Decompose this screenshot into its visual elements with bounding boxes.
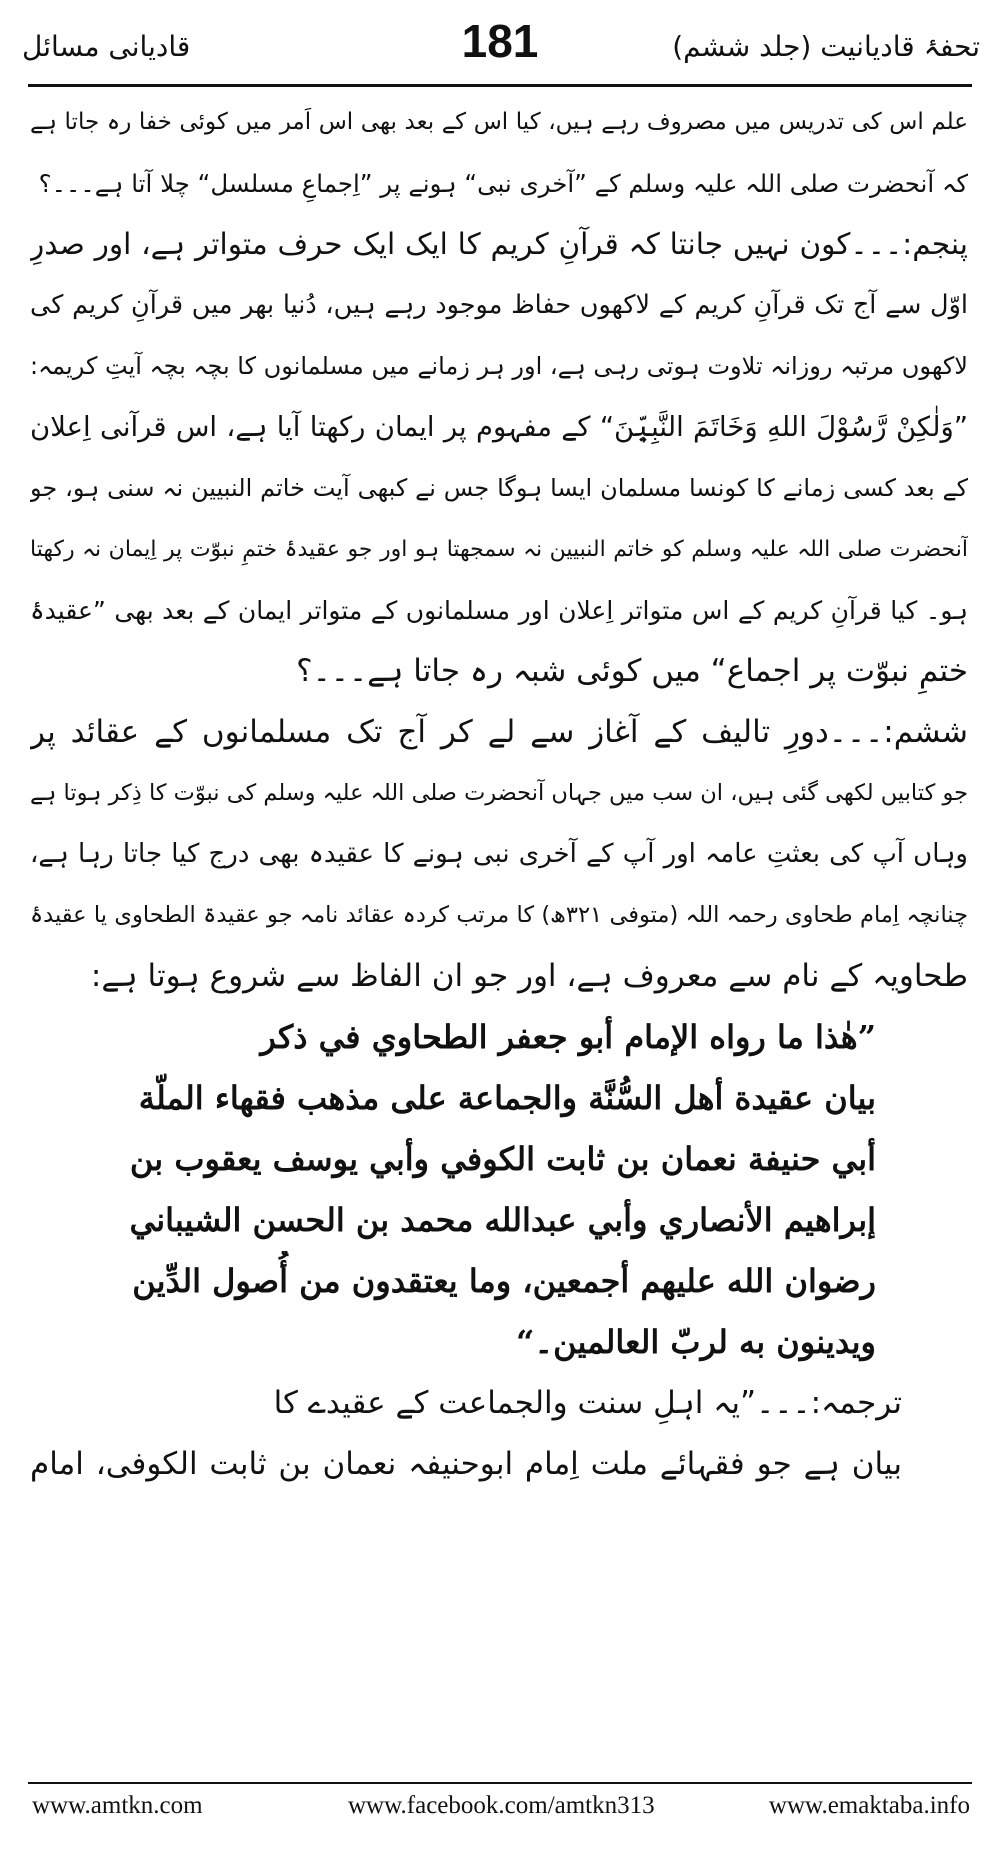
body-line: طحاویہ کے نام سے معروف ہے، اور جو ان الفاظ سے شروع ہوتا ہے: <box>90 958 968 994</box>
footer-link-amtkn[interactable]: www.amtkn.com <box>32 1792 203 1819</box>
footer-link-facebook[interactable]: www.facebook.com/amtkn313 <box>348 1792 655 1819</box>
body-line: آنحضرت صلی اللہ علیہ وسلم کو خاتم النبیین نہ سمجھتا ہو اور جو عقیدۂ ختمِ نبوّت پر اِیمان نہ رکھتا <box>30 537 968 562</box>
translation-line: بیان ہے جو فقہائے ملت اِمام ابوحنیفہ نعمان بن ثابت الکوفی، امام <box>30 1446 902 1482</box>
body-line: چنانچہ اِمام طحاوی رحمہ اللہ (متوفی ۳۲۱ھ) کا مرتب کردہ عقائد نامہ جو عقیدۃ الطحاوی یا عقیدۂ <box>30 902 968 928</box>
body-line: ہو۔ کیا قرآنِ کریم کے اس متواتر اِعلان اور مسلمانوں کے متواتر ایمان کے بعد بھی ”عقیدۂ <box>30 596 968 625</box>
page-body <box>30 92 968 1495</box>
body-line: پنجم:۔۔۔کون نہیں جانتا کہ قرآنِ کریم کا ایک ایک حرف متواتر ہے، اور صدرِ <box>30 227 968 261</box>
arabic-quote-line: بيان عقيدة أهل السُّنَّة والجماعة على مذهب فقهاء الملّة <box>138 1079 876 1117</box>
body-line: ششم:۔۔۔دورِ تالیف کے آغاز سے لے کر آج تک مسلمانوں کے عقائد پر <box>30 714 968 750</box>
section-title: قادیانی مسائل <box>22 30 191 63</box>
book-title: تحفۂ قادیانیت (جلد ششم) <box>672 30 980 63</box>
body-line: وہاں آپ کی بعثتِ عامہ اور آپ کے آخری نبی ہونے کا عقیدہ بھی درج کیا جاتا رہا ہے، <box>30 839 968 869</box>
arabic-quote-line: ويدينون به لربّ العالمين۔“ <box>515 1323 876 1361</box>
arabic-quote-line: إبراهيم الأنصاري وأبي عبدالله محمد بن الحسن الشيباني <box>129 1201 876 1239</box>
body-line: کے بعد کسی زمانے کا کونسا مسلمان ایسا ہوگا جس نے کبھی آیت خاتم النبیین نہ سنی ہو، جو <box>30 474 968 502</box>
header-rule <box>28 84 972 87</box>
body-line: لاکھوں مرتبہ روزانہ تلاوت ہوتی رہی ہے، اور ہر زمانے میں مسلمانوں کا بچہ بچہ آیتِ کریمہ: <box>30 352 968 380</box>
translation-line: ترجمہ:۔۔۔”یہ اہلِ سنت والجماعت کے عقیدے کا <box>273 1385 902 1421</box>
body-line: اوّل سے آج تک قرآنِ کریم کے لاکھوں حفاظ موجود رہے ہیں، دُنیا بھر میں قرآنِ کریم کی <box>30 290 968 320</box>
body-line: کہ آنحضرت صلی اللہ علیہ وسلم کے ”آخری نبی“ ہونے پر ”اِجماعِ مسلسل“ چلا آتا ہے۔۔۔؟ <box>38 169 968 198</box>
arabic-quote-line: رضوان الله عليهم أجمعين، وما يعتقدون من أُصول الدِّين <box>132 1262 876 1300</box>
footer-link-emaktaba[interactable]: www.emaktaba.info <box>768 1792 970 1819</box>
arabic-quote-line: أبي حنيفة نعمان بن ثابت الكوفي وأبي يوسف يعقوب بن <box>129 1140 876 1178</box>
body-line: علم اس کی تدریس میں مصروف رہے ہیں، کیا اس کے بعد بھی اس اَمر میں کوئی خفا رہ جاتا ہے <box>30 109 968 135</box>
footer-rule <box>28 1782 972 1784</box>
arabic-quote-line: ”هٰذا ما رواه الإمام أبو جعفر الطحاوي في ذكر <box>260 1018 876 1056</box>
body-line: ”وَلٰکِنْ رَّسُوْلَ اللهِ وَخَاتَمَ النَّبِيّٖنَ“ کے مفہوم پر ایمان رکھتا آیا ہے، اس قرآنی اِعلان <box>30 411 968 443</box>
page-number: 181 <box>461 15 539 67</box>
body-line: ختمِ نبوّت پر اجماع“ میں کوئی شبہ رہ جاتا ہے۔۔۔؟ <box>296 653 968 689</box>
body-line: جو کتابیں لکھی گئی ہیں، ان سب میں جہاں آنحضرت صلی اللہ علیہ وسلم کی نبوّت کا ذِکر ہوتا ہے <box>30 780 968 806</box>
page-footer <box>28 1792 972 1832</box>
